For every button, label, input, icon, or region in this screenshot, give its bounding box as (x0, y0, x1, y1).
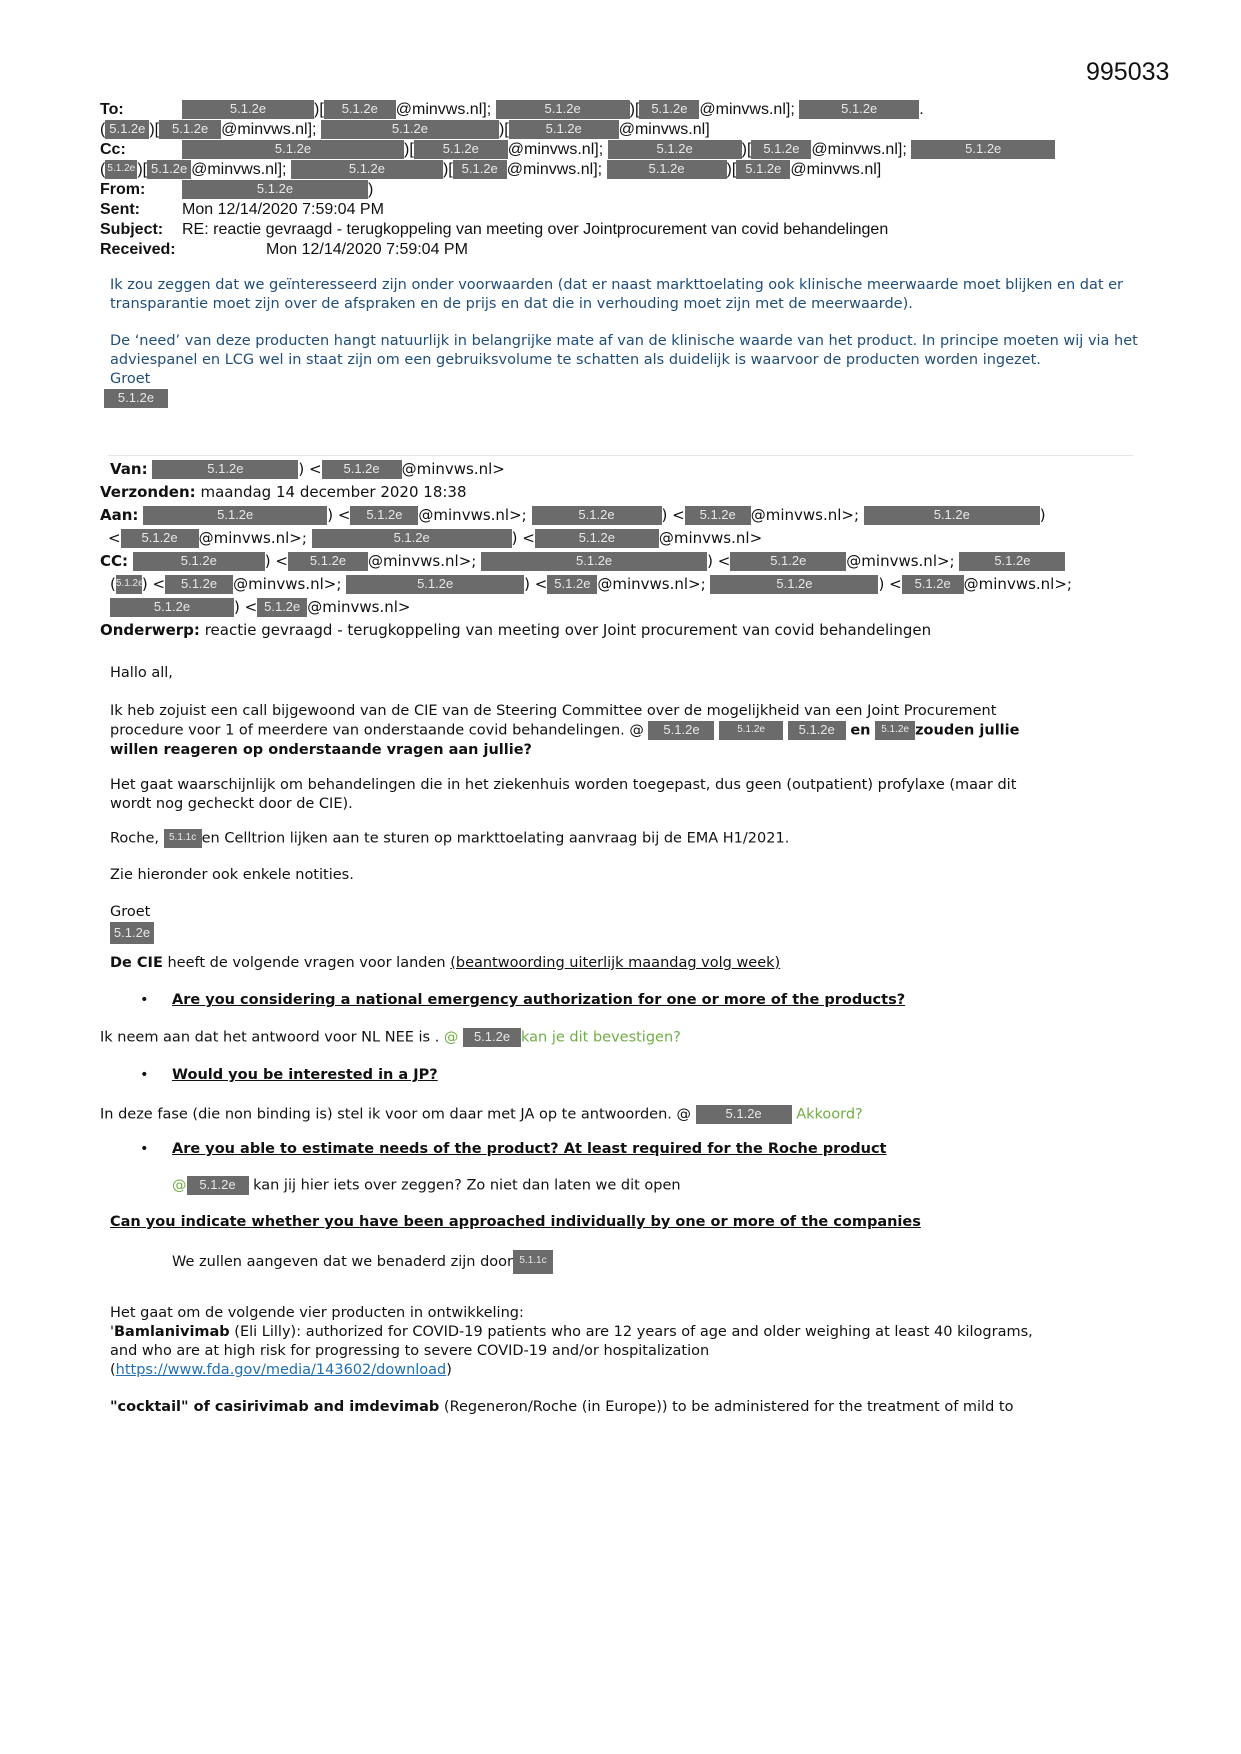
redaction: 5.1.2e (696, 1105, 792, 1124)
cc-fwd-line-3: 5.1.2e ) < 5.1.2e @minvws.nl> (100, 596, 1160, 619)
cc-label: Cc: (100, 141, 126, 158)
reply-paragraph-2: De ‘need’ van deze producten hangt natuurlijk in belangrijke mate af van de klinische waarde van het product. In principe moeten wij via het adviespanel en LCG wel in staat zijn om een gebruiksvolume te schatten als duidelijk is waarvoor de producten worden ingezet. (110, 333, 1138, 368)
email-domain: @minvws.nl]; (699, 101, 795, 118)
redaction: 5.1.2e (105, 120, 149, 139)
redaction: 5.1.2e (288, 552, 368, 571)
from-line: From: 5.1.2e ) (100, 181, 374, 198)
email-domain: @minvws.nl]; (506, 161, 603, 178)
question-1 (140, 991, 905, 1010)
email-domain: @minvws.nl>; (368, 552, 477, 570)
redaction: 5.1.2e (481, 552, 707, 571)
product-name: "cocktail" of casirivimab and imdevimab (110, 1399, 440, 1415)
email-domain: @minvws.nl>; (963, 575, 1072, 593)
redaction: 5.1.2e (152, 460, 298, 479)
question-text: Would you be interested in a JP? (172, 1067, 438, 1083)
redaction: 5.1.2e (324, 100, 396, 119)
cc-fwd-line-2: (5.1.2e) < 5.1.2e @minvws.nl>; 5.1.2e ) < 5.1.2e @minvws.nl>; 5.1.2e ) < 5.1.2e @minvws.nl>; (110, 575, 1072, 593)
redaction: 5.1.2e (532, 506, 662, 525)
redaction: 5.1.2e (751, 140, 811, 159)
question-text: Can you indicate whether you have been approached individually by one or more of the companies (110, 1214, 921, 1230)
text: en Celltrion lijken aan te sturen op markttoelating aanvraag bij de EMA H1/2021. (201, 830, 790, 847)
redaction: 5.1.2e (182, 100, 314, 119)
email-domain: @minvws.nl> (307, 598, 411, 616)
bullet-icon: • (140, 992, 149, 1008)
redaction: 5.1.2e (509, 120, 619, 139)
cc-line-2: ( 5.1.2e )[ 5.1.2e @minvws.nl]; 5.1.2e )[ 5.1.2e @minvws.nl]; 5.1.2e )[ 5.1.2e @minvws.nl] (100, 161, 882, 178)
from-label: From: (100, 181, 146, 198)
email-domain: @minvws.nl]; (811, 141, 907, 158)
onderwerp-line (100, 619, 1160, 642)
question-text: Are you considering a national emergency authorization for one or more of the products? (172, 992, 906, 1008)
cc-fwd-line: CC: 5.1.2e ) < 5.1.2e @minvws.nl>; 5.1.2e ) < 5.1.2e @minvws.nl>; 5.1.2e (100, 550, 1160, 573)
answer-3 (172, 1176, 681, 1196)
document-page-id: 995033 (1086, 58, 1170, 86)
email-domain: @minvws.nl>; (198, 529, 307, 547)
comment-text: Akkoord? (796, 1106, 863, 1123)
greeting: Hallo all, (110, 665, 173, 681)
redaction: 5.1.2e (165, 575, 233, 594)
redaction: 5.1.2e (182, 180, 368, 199)
signature-redaction: 5.1.2e (104, 389, 168, 408)
email-domain: @minvws.nl> (658, 529, 763, 547)
closing-text: Groet (110, 904, 151, 920)
text: Roche, (110, 830, 164, 847)
email-domain: @minvws.nl>; (750, 506, 860, 524)
email-domain: @minvws.nl]; (191, 161, 287, 178)
redaction: 5.1.2e (182, 140, 404, 159)
to-label: To: (100, 101, 124, 118)
text: heeft de volgende vragen voor landen (162, 955, 451, 971)
product-bamlanivimab (110, 1323, 1140, 1342)
aan-label: Aan: (100, 506, 139, 524)
cc-line: Cc: 5.1.2e )[ 5.1.2e @minvws.nl]; 5.1.2e )[ 5.1.2e @minvws.nl]; 5.1.2e (100, 140, 1160, 160)
received-label: Received: (100, 241, 176, 258)
product-name: Bamlanivimab (114, 1324, 230, 1340)
email-domain: @minvws.nl>; (597, 575, 706, 593)
redaction: 5.1.2e (133, 552, 265, 571)
question-4 (110, 1213, 921, 1232)
redaction: 5.1.2e (312, 529, 512, 548)
company-redaction: 5.1.1c (164, 829, 202, 848)
text: (Regeneron/Roche (in Europe)) to be administered for the treatment of mild to (439, 1399, 1014, 1415)
text: Ik neem aan dat het antwoord voor NL NEE is . (100, 1029, 444, 1046)
sent-label: Sent: (100, 201, 140, 218)
text: ' (110, 1324, 114, 1340)
bullet-icon: • (140, 1141, 149, 1157)
email-domain: @minvws.nl>; (418, 506, 527, 524)
redaction: 5.1.2e (110, 598, 234, 617)
deadline-text: (beantwoording uiterlijk maandag volg week) (450, 955, 781, 971)
fda-link[interactable]: https://www.fda.gov/media/143602/download (115, 1362, 447, 1378)
redaction: 5.1.2e (116, 575, 142, 594)
redaction: 5.1.2e (719, 721, 783, 740)
redaction: 5.1.2e (453, 160, 507, 179)
paragraph-1 (110, 702, 1019, 760)
redaction: 5.1.2e (496, 100, 630, 119)
redaction: 5.1.2e (322, 460, 402, 479)
redaction: 5.1.2e (346, 575, 524, 594)
text: In deze fase (die non binding is) stel ik voor om daar met JA op te antwoorden. @ (100, 1106, 691, 1123)
email-domain: @minvws.nl> (401, 460, 505, 478)
redaction: 5.1.2e (291, 160, 443, 179)
answer-2 (100, 1105, 863, 1125)
closing (110, 903, 154, 944)
van-label: Van: (110, 460, 148, 478)
received-line (100, 240, 1160, 260)
comment-text: kan je dit bevestigen? (521, 1029, 681, 1046)
company-redaction: 5.1.1c (513, 1250, 553, 1274)
question-2 (140, 1066, 438, 1085)
email-domain: @minvws.nl]; (507, 141, 604, 158)
redaction: 5.1.2e (736, 160, 790, 179)
text: (Eli Lilly): authorized for COVID-19 patients who are 12 years of age and older weighing at least 40 kilograms, (229, 1324, 1033, 1340)
redaction: 5.1.2e (875, 721, 915, 740)
bullet-icon: • (140, 1067, 149, 1083)
text: kan jij hier iets over zeggen? Zo niet dan laten we dit open (253, 1177, 681, 1194)
redaction: 5.1.2e (147, 160, 191, 179)
sent-line (100, 200, 1160, 220)
verzonden-label: Verzonden: (100, 483, 196, 501)
cc-fwd-label: CC: (100, 552, 129, 570)
question-text: Are you able to estimate needs of the product? At least required for the Roche product (172, 1141, 887, 1157)
redaction: 5.1.2e (730, 552, 846, 571)
forwarded-header (100, 458, 1160, 642)
question-3 (140, 1140, 886, 1159)
redaction: 5.1.2e (608, 140, 742, 159)
product-cocktail (110, 1398, 1140, 1417)
redaction: 5.1.2e (321, 120, 499, 139)
redaction: 5.1.2e (535, 529, 659, 548)
subject-line (100, 220, 1160, 240)
redaction: 5.1.2e (959, 552, 1065, 571)
email-domain: @minvws.nl] (618, 121, 710, 138)
email-header (100, 100, 1160, 260)
divider (108, 455, 1133, 456)
received-value: Mon 12/14/2020 7:59:04 PM (266, 241, 468, 258)
redaction: 5.1.2e (685, 506, 751, 525)
products-section (110, 1304, 1140, 1417)
aan-line-2: < 5.1.2e @minvws.nl>; 5.1.2e ) < 5.1.2e @minvws.nl> (108, 529, 763, 547)
redaction: 5.1.2e (414, 140, 508, 159)
paragraph-4: Zie hieronder ook enkele notities. (110, 867, 354, 883)
products-intro: Het gaat om de volgende vier producten in ontwikkeling: (110, 1305, 524, 1321)
redaction: 5.1.2e (143, 506, 327, 525)
redaction: 5.1.2e (788, 721, 846, 740)
paragraph-3 (110, 829, 789, 849)
product-link-line: (https://www.fda.gov/media/143602/download) (110, 1362, 452, 1378)
email-domain: @minvws.nl>; (846, 552, 955, 570)
redaction: 5.1.2e (350, 506, 418, 525)
redaction: 5.1.2e (159, 120, 221, 139)
reply-paragraph-1: Ik zou zeggen dat we geïnteresseerd zijn onder voorwaarden (dat er naast markttoelating ook klinische meerwaarde moet blijken en dat er transparantie moet zijn over de afspraken en de prijs en dat die in verhouding moet zijn met de meerwaarde). (110, 277, 1124, 312)
email-domain: @minvws.nl] (790, 161, 882, 178)
email-domain: @minvws.nl]; (221, 121, 317, 138)
text: De CIE (110, 955, 163, 971)
verzonden-value: maandag 14 december 2020 18:38 (200, 483, 467, 501)
redaction: 5.1.2e (902, 575, 964, 594)
onderwerp-label: Onderwerp: (100, 621, 200, 639)
signature-redaction: 5.1.2e (110, 922, 154, 944)
reply-body (110, 276, 1150, 409)
email-domain: @minvws.nl]; (395, 101, 492, 118)
redaction: 5.1.2e (648, 721, 714, 740)
sent-value: Mon 12/14/2020 7:59:04 PM (182, 201, 384, 218)
van-line: Van: 5.1.2e ) < 5.1.2e @minvws.nl> (110, 460, 505, 478)
verzonden-line (100, 481, 1160, 504)
paragraph-2 (110, 776, 1016, 814)
subject-value: RE: reactie gevraagd - terugkoppeling van meeting over Jointprocurement van covid behandelingen (182, 221, 889, 238)
paragraph-2-line-2: wordt nog gecheckt door de CIE). (110, 796, 353, 812)
redaction: 5.1.2e (864, 506, 1040, 525)
redaction: 5.1.2e (911, 140, 1055, 159)
aan-line: Aan: 5.1.2e ) < 5.1.2e @minvws.nl>; 5.1.2e ) < 5.1.2e @minvws.nl>; 5.1.2e ) (100, 506, 1046, 524)
to-line-2: ( 5.1.2e )[ 5.1.2e @minvws.nl]; 5.1.2e )[ 5.1.2e @minvws.nl] (100, 121, 710, 138)
redaction: 5.1.2e (607, 160, 727, 179)
redaction: 5.1.2e (799, 100, 919, 119)
to-line: To: 5.1.2e )[ 5.1.2e @minvws.nl]; 5.1.2e )[ 5.1.2e @minvws.nl]; 5.1.2e . (100, 101, 924, 118)
questions-intro (110, 954, 780, 973)
redaction: 5.1.2e (639, 100, 699, 119)
answer-4 (172, 1250, 553, 1274)
text: zouden jullie (915, 722, 1020, 739)
email-domain: @minvws.nl>; (233, 575, 342, 593)
redaction: 5.1.2e (187, 1176, 249, 1195)
paragraph-2-line-1: Het gaat waarschijnlijk om behandelingen die in het ziekenhuis worden toegepast, dus geen (outpatient) profylaxe (maar dit (110, 777, 1017, 793)
paragraph-1-line-3: willen reageren op onderstaande vragen aan jullie? (110, 741, 532, 758)
paragraph-1-line-1: Ik heb zojuist een call bijgewoond van de CIE van de Steering Committee over de mogelijkheid van een Joint Procurement (110, 703, 997, 719)
text: We zullen aangeven dat we benaderd zijn door (172, 1254, 513, 1270)
subject-label: Subject: (100, 221, 164, 238)
product-desc: and who are at high risk for progressing to severe COVID-19 and/or hospitalization (110, 1343, 710, 1359)
paragraph-1-line-2 (110, 721, 1019, 741)
text: en (850, 722, 871, 739)
redaction: 5.1.2e (547, 575, 597, 594)
text: procedure voor 1 of meerdere van onderstaande covid behandelingen. @ (110, 722, 644, 739)
redaction: 5.1.2e (463, 1028, 521, 1047)
text: @ (172, 1177, 187, 1194)
reply-closing: Groet (110, 371, 151, 387)
onderwerp-value: reactie gevraagd - terugkoppeling van meeting over Joint procurement van covid behandelingen (204, 621, 932, 639)
redaction: 5.1.2e (105, 160, 137, 179)
redaction: 5.1.2e (121, 529, 199, 548)
redaction: 5.1.2e (257, 598, 307, 617)
redaction: 5.1.2e (710, 575, 878, 594)
text: @ (443, 1029, 459, 1046)
answer-1 (100, 1028, 681, 1048)
